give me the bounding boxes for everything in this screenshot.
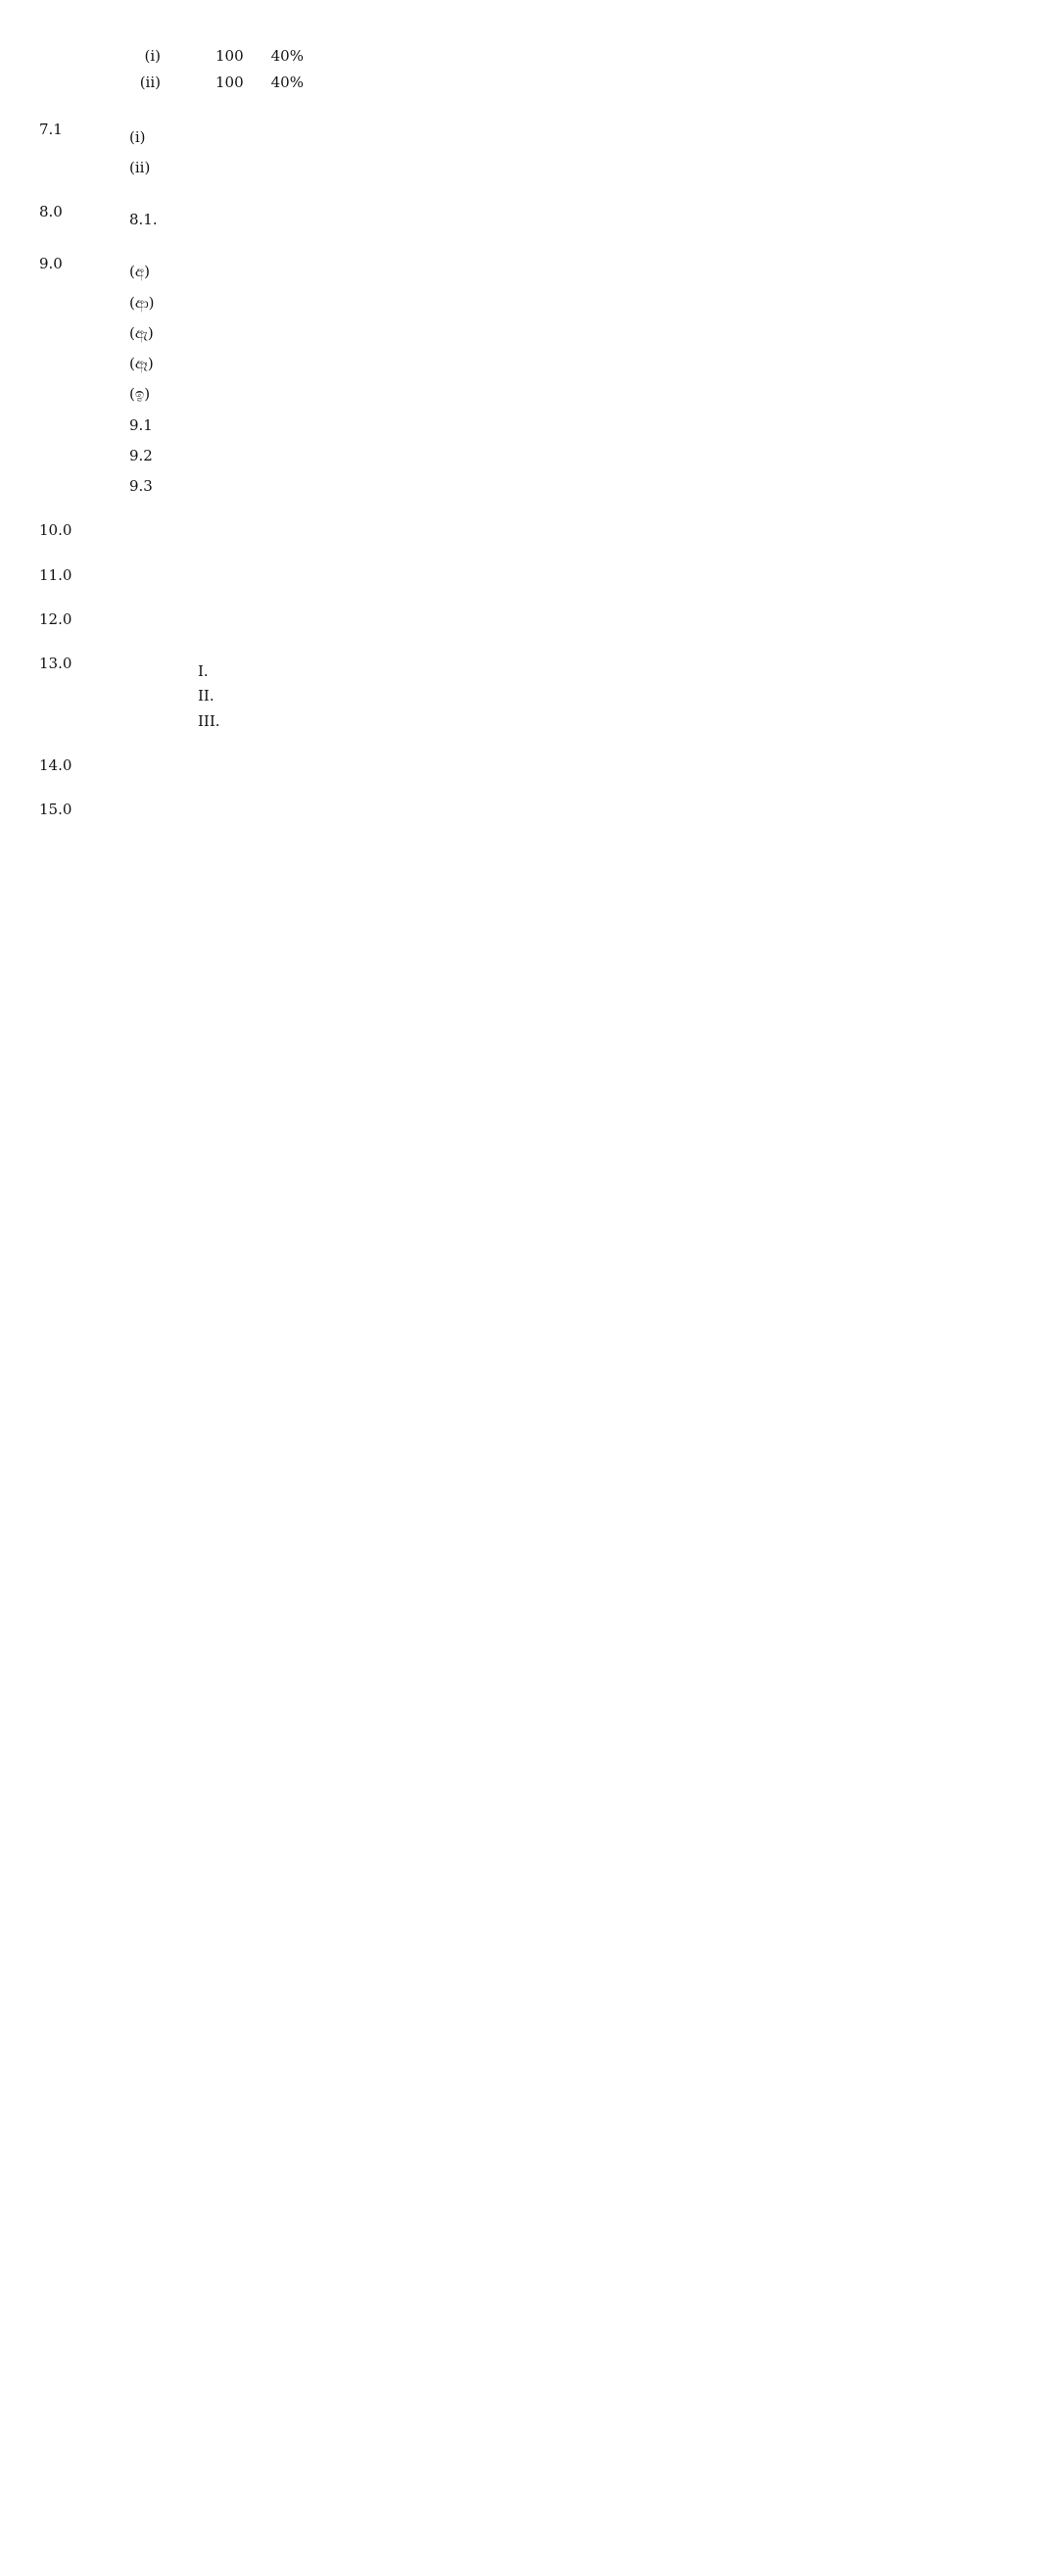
item-text [257, 685, 1009, 707]
section-7-1 [39, 119, 1009, 180]
item-letter: (ඉ) [129, 385, 151, 404]
row-pass-mark: 40% [270, 73, 304, 92]
item-text [257, 710, 1009, 733]
list-item [129, 383, 1009, 406]
section-10 [39, 519, 1009, 542]
item-letter: (ඇ) [129, 323, 154, 342]
item-text [188, 296, 1009, 307]
item-text [188, 387, 1009, 398]
list-item [129, 292, 1009, 315]
row-duration [317, 70, 345, 96]
row-duration [317, 43, 345, 70]
syllabus-item [129, 126, 1009, 149]
section-text [129, 802, 1009, 813]
list-item [129, 322, 1009, 345]
subsection-number: 9.1 [129, 415, 153, 434]
section-number: 15.0 [39, 801, 72, 818]
section-14 [39, 754, 1009, 777]
section-9 [39, 253, 1009, 498]
section-8 [39, 201, 1009, 231]
section-number: 7.1 [39, 120, 63, 138]
list-item [129, 353, 1009, 375]
section-number: 14.0 [39, 755, 72, 774]
item-letter: (ආ) [129, 293, 155, 312]
section-text [129, 758, 1009, 769]
row-max-marks: 100 [215, 73, 244, 92]
subsection-text [188, 418, 1009, 429]
table-row [108, 43, 345, 70]
item-text [188, 265, 1009, 275]
section-number: 8.0 [39, 203, 63, 220]
subsection-8-1 [129, 209, 1009, 231]
subsection-text [188, 479, 1009, 490]
item-number: II. [198, 687, 214, 705]
section-number: 11.0 [39, 565, 72, 584]
item-letter: (අ) [129, 263, 150, 281]
subsection-text [188, 449, 1009, 460]
item-text [257, 660, 1009, 683]
item-number: I. [198, 662, 209, 680]
row-subject [174, 43, 202, 70]
section-15 [39, 799, 1009, 821]
section-number: 10.0 [39, 521, 72, 540]
item-text [188, 357, 1009, 367]
subsection-9-1 [129, 414, 1009, 437]
item-number: (ii) [129, 158, 151, 176]
list-item [198, 660, 1009, 683]
section-11 [39, 564, 1009, 587]
list-item [198, 710, 1009, 733]
gazette-page [0, 0, 1048, 874]
intro-section [39, 39, 1009, 97]
item-number: (i) [129, 127, 146, 146]
section-13 [39, 653, 1009, 733]
section-number: 12.0 [39, 609, 72, 628]
subsection-9-2 [129, 445, 1009, 467]
exam-scheme-table [108, 39, 345, 97]
row-num: (ii) [139, 73, 161, 92]
section-number: 13.0 [39, 655, 72, 672]
list-item [198, 685, 1009, 707]
syllabus-item [129, 157, 1009, 179]
subsection-number: 8.1. [129, 211, 158, 228]
item-text [188, 326, 1009, 337]
table-row [108, 70, 345, 96]
section-12 [39, 608, 1009, 631]
section-number: 9.0 [39, 255, 63, 273]
subsection-number: 9.2 [129, 446, 153, 464]
list-item [129, 261, 1009, 283]
subsection-9-3 [129, 475, 1009, 498]
id-document-list [198, 660, 1009, 733]
row-subject [174, 70, 202, 96]
item-letter: (ඈ) [129, 355, 154, 372]
row-pass-mark: 40% [270, 47, 304, 65]
subsection-number: 9.3 [129, 477, 153, 495]
item-number: III. [198, 711, 220, 730]
row-num: (i) [144, 47, 161, 65]
row-max-marks: 100 [215, 47, 244, 65]
